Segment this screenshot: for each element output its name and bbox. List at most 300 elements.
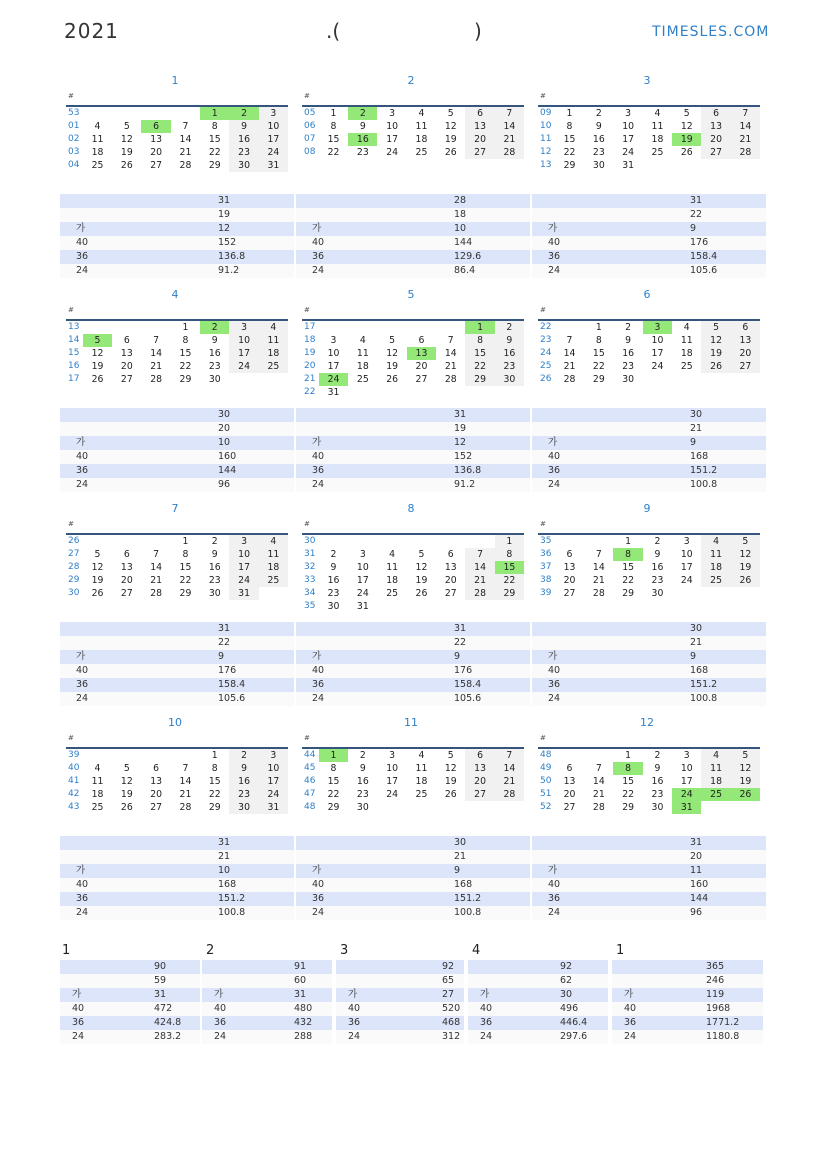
summary-label: 24 (76, 265, 89, 276)
week-number: 21 (304, 374, 316, 384)
month-summary (532, 622, 766, 706)
summary-row (532, 878, 766, 892)
day-cell: 13 (563, 776, 576, 787)
summary-row (532, 892, 766, 906)
summary-row (468, 1002, 608, 1016)
summary-row (296, 250, 530, 264)
empty-day (171, 749, 200, 762)
holiday-day: 19 (672, 133, 701, 146)
empty-day (701, 801, 730, 814)
summary-value: 472 (154, 1003, 173, 1014)
summary-value: 31 (218, 195, 231, 206)
day-cell: 20 (150, 147, 163, 158)
day-cell: 13 (444, 562, 457, 573)
day-cell: 3 (359, 549, 366, 560)
summary-label: 24 (76, 479, 89, 490)
week-number: 53 (68, 108, 80, 118)
day-cell: 26 (91, 588, 104, 599)
summary-value: 158.4 (690, 251, 718, 262)
summary-row (532, 650, 766, 664)
week-number: 46 (304, 776, 316, 786)
empty-day (731, 373, 760, 386)
summary-value: 31 (690, 195, 703, 206)
empty-day (83, 107, 112, 120)
week-number: 22 (304, 387, 316, 397)
summary-label: 가 (548, 865, 558, 876)
summary-value: 96 (690, 907, 703, 918)
summary-row (532, 692, 766, 706)
month-12 (536, 716, 758, 836)
empty-day (377, 321, 406, 334)
month-title: 3 (643, 74, 651, 87)
summary-row (60, 1016, 200, 1030)
week-number: 16 (68, 361, 80, 371)
day-cell: 2 (595, 108, 602, 119)
empty-day (83, 535, 112, 548)
day-cell: 18 (91, 147, 104, 158)
day-cell: 4 (418, 108, 425, 119)
week-row (538, 788, 760, 801)
summary-value: 31 (454, 623, 467, 634)
summary-value: 246 (706, 975, 725, 986)
holiday-day: 15 (495, 561, 524, 574)
summary-label: 가 (548, 651, 558, 662)
day-cell: 24 (386, 147, 399, 158)
day-cell: 2 (359, 750, 366, 761)
summary-label: 36 (624, 1017, 637, 1028)
week-row (538, 762, 760, 775)
summary-value: 21 (690, 423, 703, 434)
day-cell: 22 (622, 575, 635, 586)
month-title: 5 (407, 288, 415, 301)
summary-row (532, 422, 766, 436)
day-cell: 22 (465, 360, 494, 373)
day-cell: 11 (259, 334, 288, 347)
summary-value: 160 (218, 451, 237, 462)
week-number: 27 (68, 549, 80, 559)
day-cell: 27 (465, 146, 494, 159)
summary-value: 105.6 (690, 265, 718, 276)
week-number: 10 (540, 121, 552, 131)
summary-row (296, 222, 530, 236)
day-cell: 17 (680, 776, 693, 787)
summary-value: 22 (690, 209, 703, 220)
week-row (66, 373, 288, 386)
day-cell: 11 (259, 548, 288, 561)
summary-value: 12 (218, 223, 231, 234)
summary-label: 24 (548, 907, 561, 918)
summary-row (532, 236, 766, 250)
day-cell: 18 (701, 775, 730, 788)
summary-value: 151.2 (690, 465, 718, 476)
day-cell: 5 (94, 549, 101, 560)
day-cell: 20 (444, 575, 457, 586)
day-cell: 30 (622, 374, 635, 385)
summary-label: 24 (76, 693, 89, 704)
week-number-header: # (68, 306, 74, 314)
summary-label: 40 (548, 237, 561, 248)
summary-row (296, 906, 530, 920)
day-cell: 20 (701, 133, 730, 146)
summary-label: 36 (548, 251, 561, 262)
day-cell: 30 (651, 802, 664, 813)
day-cell: 28 (731, 146, 760, 159)
day-cell: 5 (731, 535, 760, 548)
week-number: 48 (540, 750, 552, 760)
summary-value: 105.6 (218, 693, 246, 704)
holiday-day: 3 (643, 321, 672, 334)
summary-row (296, 892, 530, 906)
empty-day (83, 321, 112, 334)
summary-row (468, 960, 608, 974)
week-row (538, 120, 760, 133)
day-cell: 15 (208, 776, 221, 787)
summary-value: 136.8 (454, 465, 482, 476)
summary-label: 40 (76, 237, 89, 248)
day-cell: 3 (229, 535, 258, 548)
holiday-day: 24 (672, 788, 701, 801)
day-cell: 29 (179, 374, 192, 385)
week-number: 23 (540, 335, 552, 345)
holiday-day: 1 (319, 749, 348, 762)
day-cell: 11 (701, 548, 730, 561)
day-cell: 4 (359, 335, 366, 346)
week-row (66, 587, 288, 600)
day-cell: 8 (182, 335, 189, 346)
summary-label: 24 (214, 1031, 227, 1042)
day-cell: 11 (701, 762, 730, 775)
summary-row (468, 974, 608, 988)
month-title: 2 (407, 74, 415, 87)
summary-row (60, 408, 294, 422)
total-period-label: 2 (206, 943, 215, 958)
week-number: 03 (68, 147, 80, 157)
summary-value: 9 (454, 865, 461, 876)
day-cell: 23 (592, 147, 605, 158)
day-cell: 20 (465, 133, 494, 146)
summary-value: 176 (454, 665, 473, 676)
summary-value: 31 (454, 409, 467, 420)
day-cell: 18 (356, 361, 369, 372)
week-row (66, 159, 288, 172)
week-number: 29 (68, 575, 80, 585)
summary-row (60, 194, 294, 208)
day-cell: 17 (386, 134, 399, 145)
week-number: 01 (68, 121, 80, 131)
day-cell: 10 (386, 763, 399, 774)
day-cell: 10 (259, 120, 288, 133)
summary-label: 40 (76, 665, 89, 676)
day-cell: 19 (120, 789, 133, 800)
empty-day (83, 749, 112, 762)
day-cell: 15 (179, 348, 192, 359)
summary-value: 21 (690, 637, 703, 648)
summary-row (532, 222, 766, 236)
summary-value: 91 (294, 961, 307, 972)
day-cell: 17 (259, 775, 288, 788)
summary-label: 36 (214, 1017, 227, 1028)
week-number: 17 (304, 322, 316, 332)
week-row (302, 561, 524, 574)
month-title: 10 (168, 716, 182, 729)
day-cell: 5 (447, 108, 454, 119)
holiday-day: 8 (613, 762, 642, 775)
day-cell: 9 (359, 763, 366, 774)
summary-value: 91.2 (218, 265, 240, 276)
day-cell: 4 (654, 108, 661, 119)
summary-value: 152 (454, 451, 473, 462)
empty-day (259, 587, 288, 600)
day-cell: 29 (495, 587, 524, 600)
summary-row (532, 864, 766, 878)
summary-value: 96 (218, 479, 231, 490)
month-grid (302, 749, 524, 814)
day-cell: 18 (415, 776, 428, 787)
day-cell: 13 (150, 776, 163, 787)
summary-label: 24 (548, 479, 561, 490)
summary-value: 119 (706, 989, 725, 1000)
summary-label: 40 (348, 1003, 361, 1014)
day-cell: 10 (680, 763, 693, 774)
summary-label: 가 (214, 989, 224, 1000)
day-cell: 16 (651, 562, 664, 573)
summary-label: 36 (312, 893, 325, 904)
day-cell: 8 (566, 121, 573, 132)
summary-label: 40 (548, 451, 561, 462)
day-cell: 25 (701, 574, 730, 587)
month-grid (538, 749, 760, 814)
week-number: 30 (68, 588, 80, 598)
day-cell: 9 (229, 120, 258, 133)
summary-value: 9 (690, 437, 697, 448)
summary-row (532, 450, 766, 464)
summary-row (532, 850, 766, 864)
day-cell: 3 (683, 750, 690, 761)
day-cell: 26 (120, 802, 133, 813)
week-number: 40 (68, 763, 80, 773)
day-cell: 14 (495, 120, 524, 133)
empty-day (348, 386, 377, 399)
day-cell: 14 (179, 776, 192, 787)
summary-label: 40 (76, 451, 89, 462)
day-cell: 21 (592, 575, 605, 586)
day-cell: 4 (259, 321, 288, 334)
summary-value: 10 (454, 223, 467, 234)
day-cell: 19 (731, 561, 760, 574)
day-cell: 5 (701, 321, 730, 334)
summary-row (296, 408, 530, 422)
summary-row (60, 450, 294, 464)
summary-row (60, 264, 294, 278)
month-grid (538, 107, 760, 172)
day-cell: 6 (465, 749, 494, 762)
day-cell: 26 (415, 588, 428, 599)
day-cell: 18 (91, 789, 104, 800)
day-cell: 4 (683, 322, 690, 333)
day-cell: 4 (418, 750, 425, 761)
week-number: 42 (68, 789, 80, 799)
week-row (302, 762, 524, 775)
summary-row (296, 464, 530, 478)
summary-value: 31 (294, 989, 307, 1000)
week-number: 30 (304, 536, 316, 546)
summary-row (336, 974, 464, 988)
day-cell: 11 (651, 121, 664, 132)
summary-value: 176 (218, 665, 237, 676)
summary-value: 283.2 (154, 1031, 182, 1042)
day-cell: 6 (731, 321, 760, 334)
summary-value: 31 (218, 837, 231, 848)
week-number: 32 (304, 562, 316, 572)
week-number: 39 (540, 588, 552, 598)
week-row (302, 749, 524, 762)
summary-value: 432 (294, 1017, 313, 1028)
day-cell: 20 (465, 775, 494, 788)
day-cell: 21 (495, 133, 524, 146)
day-cell: 14 (444, 348, 457, 359)
month-10 (64, 716, 286, 836)
week-row (66, 133, 288, 146)
week-number: 28 (68, 562, 80, 572)
summary-label: 36 (76, 465, 89, 476)
week-number: 17 (68, 374, 80, 384)
empty-day (436, 535, 465, 548)
summary-value: 168 (690, 451, 709, 462)
week-number: 50 (540, 776, 552, 786)
empty-day (377, 801, 406, 814)
day-cell: 9 (495, 334, 524, 347)
day-cell: 5 (123, 763, 130, 774)
day-cell: 26 (120, 160, 133, 171)
holiday-day: 25 (701, 788, 730, 801)
summary-label: 24 (312, 693, 325, 704)
empty-day (555, 321, 584, 334)
day-cell: 15 (327, 134, 340, 145)
summary-row (296, 622, 530, 636)
day-cell: 17 (229, 347, 258, 360)
day-cell: 27 (444, 588, 457, 599)
summary-row (60, 692, 294, 706)
day-cell: 13 (120, 348, 133, 359)
month-title: 11 (404, 716, 418, 729)
month-grid (302, 107, 524, 159)
day-cell: 27 (701, 146, 730, 159)
day-cell: 12 (701, 334, 730, 347)
week-number: 41 (68, 776, 80, 786)
day-cell: 13 (701, 120, 730, 133)
week-number-header: # (304, 734, 310, 742)
summary-label: 36 (548, 465, 561, 476)
day-cell: 22 (179, 575, 192, 586)
week-number-header: # (304, 92, 310, 100)
day-cell: 7 (153, 549, 160, 560)
summary-row (202, 960, 332, 974)
week-number: 48 (304, 802, 316, 812)
day-cell: 3 (259, 749, 288, 762)
summary-value: 424.8 (154, 1017, 182, 1028)
day-cell: 13 (465, 762, 494, 775)
day-cell: 10 (622, 121, 635, 132)
empty-day (112, 535, 141, 548)
summary-value: 1771.2 (706, 1017, 740, 1028)
week-number: 02 (68, 134, 80, 144)
summary-row (532, 906, 766, 920)
empty-day (141, 321, 170, 334)
holiday-day: 1 (200, 107, 229, 120)
week-number: 37 (540, 562, 552, 572)
summary-row (60, 464, 294, 478)
summary-value: 496 (560, 1003, 579, 1014)
summary-label: 24 (624, 1031, 637, 1042)
month-1 (64, 74, 286, 194)
month-2 (300, 74, 522, 194)
week-number: 18 (304, 335, 316, 345)
day-cell: 9 (330, 562, 337, 573)
summary-label: 36 (312, 679, 325, 690)
day-cell: 3 (625, 108, 632, 119)
summary-label: 36 (548, 893, 561, 904)
summary-value: 19 (454, 423, 467, 434)
day-cell: 10 (680, 549, 693, 560)
day-cell: 21 (563, 361, 576, 372)
day-cell: 27 (120, 374, 133, 385)
summary-value: 62 (560, 975, 573, 986)
day-cell: 2 (211, 536, 218, 547)
week-number: 12 (540, 147, 552, 157)
day-cell: 25 (356, 374, 369, 385)
summary-row (296, 208, 530, 222)
summary-row (612, 988, 763, 1002)
day-cell: 23 (229, 146, 258, 159)
day-cell: 22 (179, 361, 192, 372)
day-cell: 2 (330, 549, 337, 560)
day-cell: 30 (327, 601, 340, 612)
week-number-header: # (540, 520, 546, 528)
day-cell: 3 (229, 321, 258, 334)
day-cell: 30 (208, 374, 221, 385)
summary-label: 40 (312, 451, 325, 462)
summary-value: 105.6 (454, 693, 482, 704)
total-summary (202, 960, 332, 1044)
week-row (66, 775, 288, 788)
day-cell: 6 (566, 763, 573, 774)
site-logo[interactable]: TIMESLES.COM (652, 24, 770, 40)
summary-value: 92 (442, 961, 455, 972)
summary-label: 가 (480, 989, 490, 1000)
total-summary (468, 960, 608, 1044)
summary-value: 86.4 (454, 265, 476, 276)
day-cell: 16 (356, 776, 369, 787)
week-row (302, 788, 524, 801)
summary-row (296, 678, 530, 692)
week-number: 26 (540, 374, 552, 384)
week-number: 20 (304, 361, 316, 371)
day-cell: 18 (259, 561, 288, 574)
day-cell: 24 (680, 575, 693, 586)
summary-value: 1968 (706, 1003, 731, 1014)
empty-day (584, 535, 613, 548)
day-cell: 11 (415, 763, 428, 774)
empty-day (141, 749, 170, 762)
week-row (538, 334, 760, 347)
day-cell: 27 (731, 360, 760, 373)
week-number: 35 (304, 601, 316, 611)
day-cell: 31 (356, 601, 369, 612)
summary-row (532, 208, 766, 222)
week-row (66, 574, 288, 587)
week-number: 33 (304, 575, 316, 585)
day-cell: 28 (563, 374, 576, 385)
